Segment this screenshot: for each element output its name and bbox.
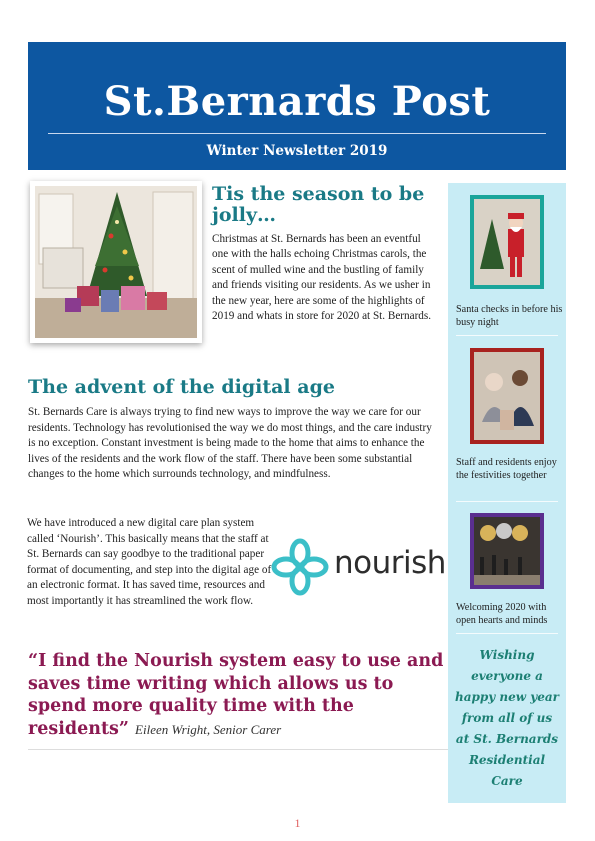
nourish-knot-icon <box>270 537 330 597</box>
season-heading: Tis the season to be jolly… <box>212 183 425 226</box>
festivities-caption: Staff and residents enjoy the festivities together <box>456 457 557 482</box>
masthead-divider <box>48 133 546 134</box>
santa-photo <box>470 195 544 289</box>
new-year-image <box>474 517 540 585</box>
advent-heading: The advent of the digital age <box>28 376 335 398</box>
new-year-caption: Welcoming 2020 with open hearts and minds <box>456 602 548 627</box>
page-number: 1 <box>294 816 301 830</box>
sidebar <box>448 183 566 803</box>
quote-text: “I find the Nourish system easy to use and saves time writing which allows us to spend more quality time with the residents” <box>28 651 444 739</box>
caption-divider <box>456 633 558 634</box>
nourish-logo-text: nourish <box>334 545 446 581</box>
new-year-wish: Wishing everyone a happy new year from all of us at St. Bernards Residential Care <box>454 648 559 788</box>
quote-attribution: Eileen Wright, Senior Carer <box>135 721 282 737</box>
christmas-tree-image <box>35 186 197 338</box>
advent-paragraph: St. Bernards Care is always trying to find new ways to improve the way we care for our residents. Technology has revolutionised the way we do most things, and the care industry is no exception. Constant investment is being made to the home that aims to enhance the lives of the residents and the work flow of the staff. There have been some substantial changes to the home which surrounds technology, and mindfulness. <box>28 406 432 481</box>
santa-image <box>474 199 540 285</box>
pull-quote <box>28 650 448 741</box>
quote-divider <box>28 749 448 750</box>
santa-caption: Santa checks in before his busy night <box>456 304 563 329</box>
festivities-image <box>474 352 540 440</box>
newsletter-title: St.Bernards Post <box>103 78 491 125</box>
masthead-banner <box>28 42 566 170</box>
caption-divider <box>456 335 558 336</box>
christmas-tree-photo <box>30 181 202 343</box>
caption-divider <box>456 501 558 502</box>
newsletter-subtitle: Winter Newsletter 2019 <box>206 143 388 159</box>
nourish-logo <box>270 537 446 597</box>
season-paragraph: Christmas at St. Bernards has been an eventful one with the halls echoing Christmas carols, the scent of mulled wine and the bustling of family and friends visiting our residents. As we usher in the new year, here are some of the highlights of 2019 and whats in store for 2020 at St. Bernards. <box>212 233 432 323</box>
new-year-photo <box>470 513 544 589</box>
nourish-paragraph: We have introduced a new digital care plan system called ‘Nourish’. This basically means that the staff at St. Bernards can say goodbye to the traditional paper format of documenting, and step into the digital age of an electronic format. It has saved time, resources and most importantly it has streamlined the work flow. <box>27 517 272 607</box>
festivities-photo <box>470 348 544 444</box>
